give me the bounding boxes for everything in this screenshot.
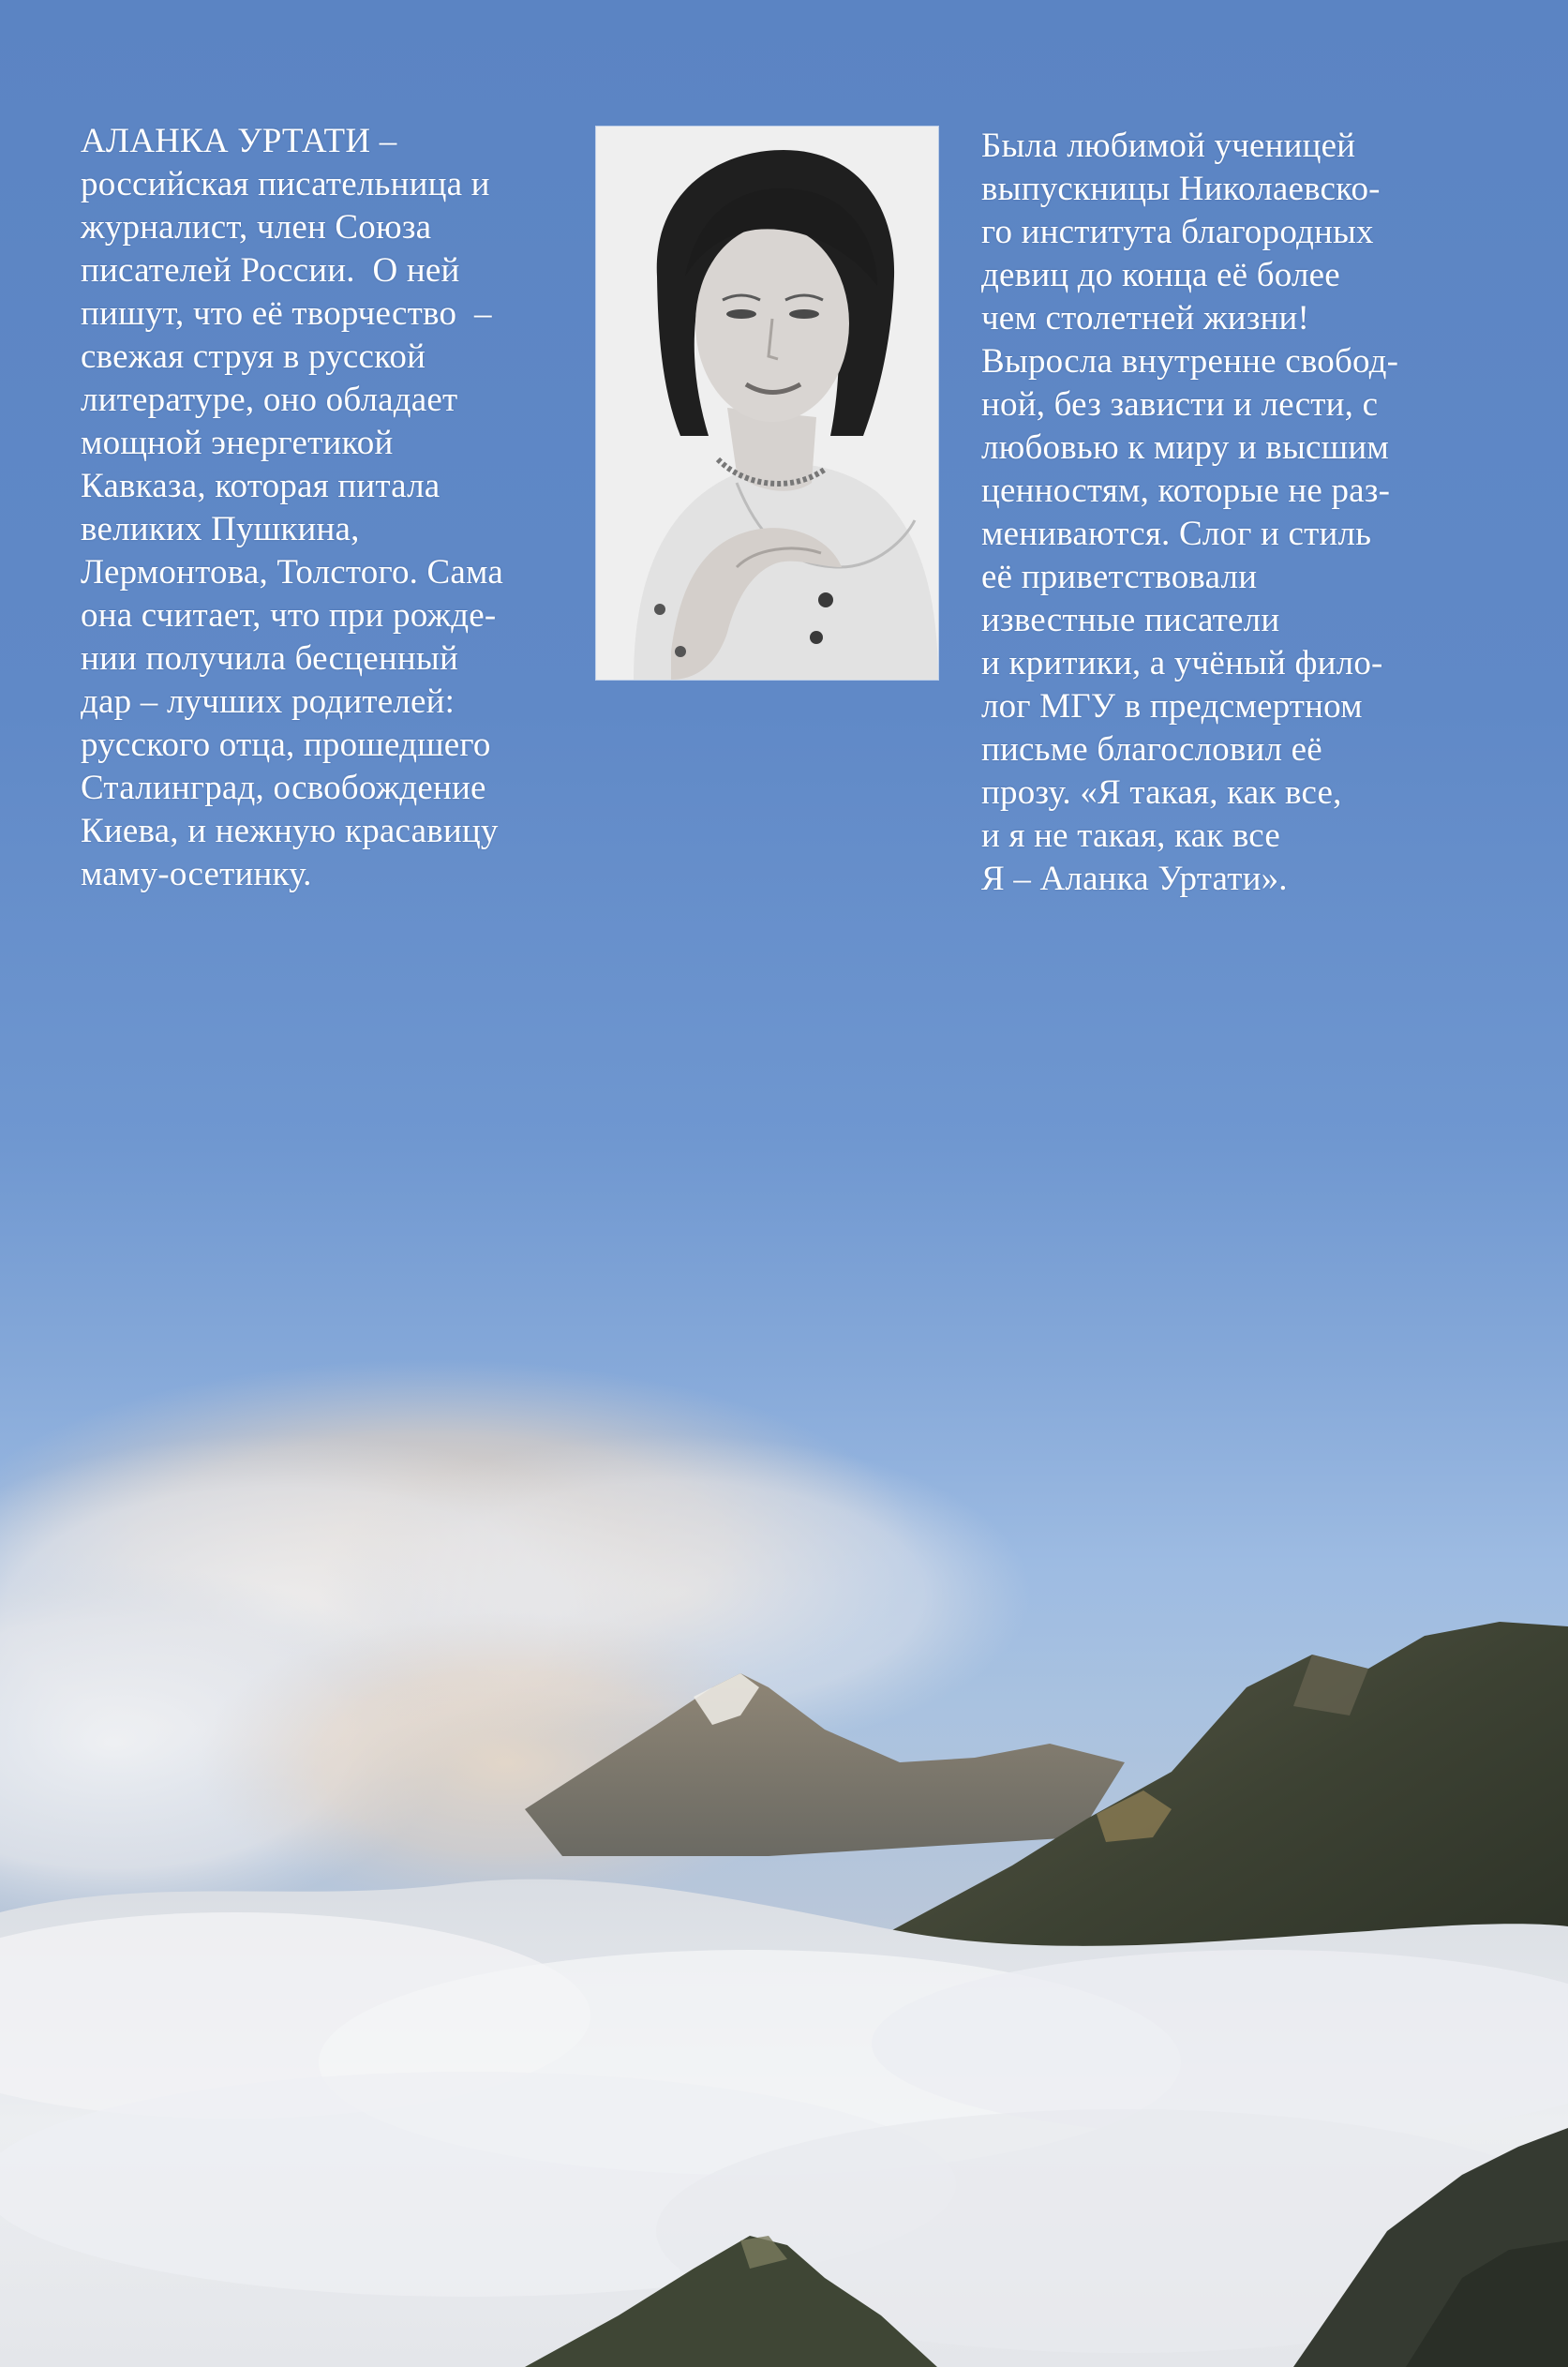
bio-line: маму-осетинку.	[81, 855, 312, 893]
bio-line: ценностям, которые не раз-	[981, 472, 1391, 510]
bio-line: Была любимой ученицей	[981, 127, 1356, 165]
bio-line: свежая струя в русской	[81, 337, 426, 376]
bio-line: Кавказа, которая питала	[81, 467, 441, 505]
author-bio-right-column	[981, 125, 1506, 901]
bio-line: девиц до конца её более	[981, 256, 1340, 294]
bio-line: чем столетней жизни!	[981, 299, 1310, 337]
bio-line: она считает, что при рожде-	[81, 596, 497, 635]
author-portrait-image	[596, 127, 938, 680]
bio-line: Лермонтова, Толстого. Сама	[81, 553, 504, 592]
bio-line: российская писательница и	[81, 165, 490, 203]
bio-line: выпускницы Николаевско-	[981, 170, 1381, 208]
bio-line: её приветствовали	[981, 558, 1258, 596]
author-photo	[596, 127, 938, 680]
bio-line: великих Пушкина,	[81, 510, 360, 548]
bio-line: пишут, что её творчество –	[81, 294, 492, 333]
bio-line: Сталинград, освобождение	[81, 769, 486, 807]
author-bio-left-column	[81, 120, 605, 896]
bio-line: известные писатели	[981, 601, 1280, 639]
bio-line: лог МГУ в предсмертном	[981, 687, 1363, 726]
bio-line: любовью к миру и высшим	[981, 428, 1389, 467]
bio-line: литературе, оно обладает	[81, 381, 458, 419]
bio-line: Я – Аланка Уртати».	[981, 860, 1288, 898]
bio-line: АЛАНКА УРТАТИ –	[81, 122, 397, 160]
bio-line: дар – лучших родителей:	[81, 682, 455, 721]
bio-line: прозу. «Я такая, как все,	[981, 773, 1342, 812]
bio-line: Выросла внутренне свобод-	[981, 342, 1399, 381]
bio-line: мениваются. Слог и стиль	[981, 515, 1372, 553]
bio-line: ной, без зависти и лести, с	[981, 385, 1379, 424]
bio-line: и я не такая, как все	[981, 816, 1281, 855]
bio-line: и критики, а учёный фило-	[981, 644, 1383, 682]
bio-line: го института благородных	[981, 213, 1374, 251]
bio-line: Киева, и нежную красавицу	[81, 812, 499, 850]
bio-line: нии получила бесценный	[81, 639, 458, 678]
bio-line: писателей России. О ней	[81, 251, 460, 290]
bio-line: письме благословил её	[981, 730, 1322, 769]
bio-line: русского отца, прошедшего	[81, 726, 491, 764]
bio-line: мощной энергетикой	[81, 424, 394, 462]
bio-line: журналист, член Союза	[81, 208, 432, 247]
